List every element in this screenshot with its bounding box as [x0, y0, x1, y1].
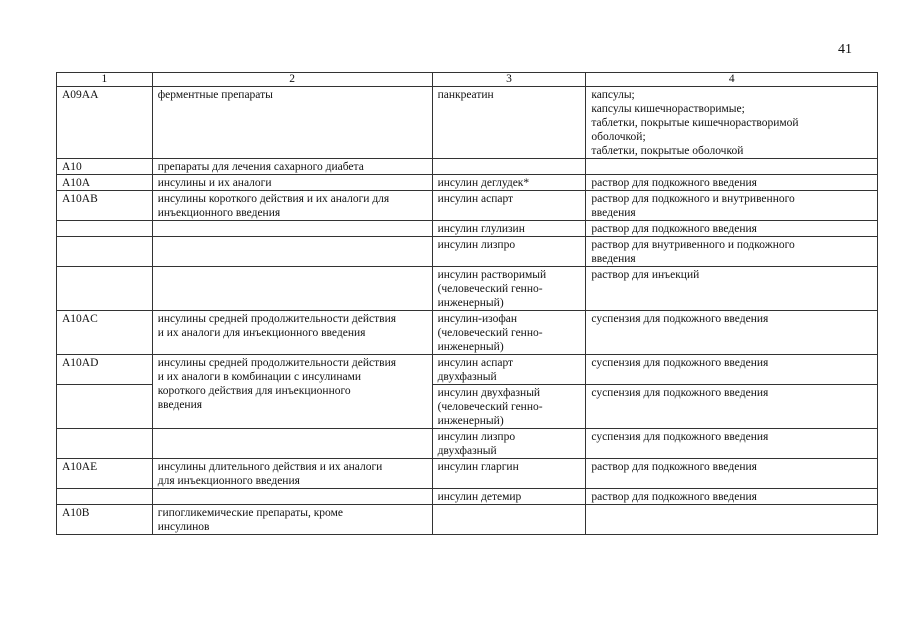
cell-line: суспензия для подкожного введения: [591, 387, 769, 399]
cell-line: инженерный): [437, 297, 504, 309]
cell-line: таблетки, покрытые кишечнорастворимой: [591, 117, 799, 129]
dosage-form-cell: [586, 221, 878, 237]
cell-line: гипогликемические препараты, кроме: [157, 507, 343, 519]
cell-line: инсулин лизпро: [437, 431, 516, 443]
group-name-cell: [152, 237, 432, 267]
cell-line: раствор для подкожного введения: [591, 177, 757, 189]
drug-name-cell: [432, 505, 586, 535]
table-body: [57, 87, 878, 535]
atc-code-cell: A10A: [57, 175, 153, 191]
dosage-form-cell: [586, 191, 878, 221]
cell-line: короткого действия для инъекционного: [157, 385, 351, 397]
group-name-cell: [152, 191, 432, 221]
cell-line: инсулин растворимый: [437, 269, 547, 281]
cell-line: инсулины и их аналоги: [157, 177, 272, 189]
atc-code-cell: [57, 221, 153, 237]
atc-code-cell: [57, 489, 153, 505]
dosage-form-cell: [586, 159, 878, 175]
cell-line: и их аналоги в комбинации с инсулинами: [157, 371, 362, 383]
dosage-form-cell: [586, 87, 878, 159]
cell-line: инженерный): [437, 341, 504, 353]
cell-line: раствор для инъекций: [591, 269, 700, 281]
cell-line: капсулы кишечнорастворимые;: [591, 103, 745, 115]
cell-line: раствор для подкожного введения: [591, 491, 757, 503]
cell-line: (человеческий генно-: [437, 283, 543, 295]
cell-line: инсулин деглудек*: [437, 177, 530, 189]
header-cell-4: 4: [586, 73, 878, 87]
cell-line: и их аналоги для инъекционного введения: [157, 327, 366, 339]
cell-line: инсулин двухфазный: [437, 387, 541, 399]
cell-line: капсулы;: [591, 89, 635, 101]
table-row: [57, 355, 878, 385]
cell-line: для инъекционного введения: [157, 475, 300, 487]
cell-line: инсулины короткого действия и их аналоги для: [157, 193, 390, 205]
atc-code-cell: A10AD: [57, 355, 153, 385]
dosage-form-cell: [586, 489, 878, 505]
cell-line: инсулин глулизин: [437, 223, 525, 235]
cell-line: инсулин гларгин: [437, 461, 519, 473]
dosage-form-cell: [586, 175, 878, 191]
cell-line: инсулин-изофан: [437, 313, 518, 325]
group-name-cell: [152, 267, 432, 311]
table-row: [57, 311, 878, 355]
atc-code-cell: A10: [57, 159, 153, 175]
cell-line: суспензия для подкожного введения: [591, 431, 769, 443]
cell-line: препараты для лечения сахарного диабета: [157, 161, 364, 173]
group-name-cell: [152, 159, 432, 175]
group-name-cell: [152, 355, 432, 429]
drug-table: [56, 72, 878, 535]
group-name-cell: [152, 505, 432, 535]
dosage-form-cell: [586, 355, 878, 385]
atc-code-cell: [57, 267, 153, 311]
atc-code-cell: [57, 385, 153, 429]
cell-line: инъекционного введения: [157, 207, 281, 219]
header-cell-2: 2: [152, 73, 432, 87]
atc-code-cell: A10AE: [57, 459, 153, 489]
table-row: [57, 159, 878, 175]
cell-line: двухфазный: [437, 371, 497, 383]
cell-line: введения: [591, 253, 636, 265]
cell-line: таблетки, покрытые оболочкой: [591, 145, 744, 157]
cell-line: инсулин аспарт: [437, 193, 514, 205]
drug-name-cell: [432, 159, 586, 175]
cell-line: инсулины средней продолжительности действия: [157, 313, 397, 325]
group-name-cell: [152, 489, 432, 505]
group-name-cell: [152, 429, 432, 459]
cell-line: раствор для подкожного и внутривенного: [591, 193, 795, 205]
cell-line: введения: [157, 399, 203, 411]
atc-code-cell: [57, 237, 153, 267]
cell-line: двухфазный: [437, 445, 497, 457]
table-row: [57, 87, 878, 159]
table-row: [57, 489, 878, 505]
dosage-form-cell: [586, 267, 878, 311]
cell-line: инсулины длительного действия и их аналоги: [157, 461, 383, 473]
drug-name-cell: [432, 175, 586, 191]
group-name-cell: [152, 175, 432, 191]
drug-name-cell: [432, 385, 586, 429]
drug-name-cell: [432, 459, 586, 489]
table-row: [57, 191, 878, 221]
table-row: [57, 175, 878, 191]
cell-line: раствор для внутривенного и подкожного: [591, 239, 795, 251]
table-row: [57, 505, 878, 535]
cell-line: суспензия для подкожного введения: [591, 313, 769, 325]
drug-name-cell: [432, 237, 586, 267]
cell-line: введения: [591, 207, 636, 219]
group-name-cell: [152, 221, 432, 237]
atc-code-cell: A10B: [57, 505, 153, 535]
dosage-form-cell: [586, 385, 878, 429]
drug-name-cell: [432, 355, 586, 385]
drug-name-cell: [432, 267, 586, 311]
cell-line: инсулин лизпро: [437, 239, 516, 251]
table-row: [57, 267, 878, 311]
cell-line: инсулин аспарт: [437, 357, 514, 369]
group-name-cell: [152, 311, 432, 355]
drug-name-cell: [432, 489, 586, 505]
table-row: [57, 237, 878, 267]
cell-line: инженерный): [437, 415, 504, 427]
dosage-form-cell: [586, 459, 878, 489]
drug-name-cell: [432, 191, 586, 221]
cell-line: (человеческий генно-: [437, 401, 543, 413]
page-number: 41: [838, 42, 852, 57]
drug-name-cell: [432, 429, 586, 459]
group-name-cell: [152, 87, 432, 159]
group-name-cell: [152, 459, 432, 489]
cell-line: инсулины средней продолжительности действия: [157, 357, 397, 369]
cell-line: (человеческий генно-: [437, 327, 543, 339]
dosage-form-cell: [586, 311, 878, 355]
table-row: [57, 429, 878, 459]
cell-line: раствор для подкожного введения: [591, 223, 757, 235]
dosage-form-cell: [586, 237, 878, 267]
drug-name-cell: [432, 311, 586, 355]
dosage-form-cell: [586, 429, 878, 459]
dosage-form-cell: [586, 505, 878, 535]
cell-line: панкреатин: [437, 89, 494, 101]
table-row: [57, 459, 878, 489]
cell-line: инсулин детемир: [437, 491, 522, 503]
cell-line: раствор для подкожного введения: [591, 461, 757, 473]
header-row: [57, 73, 878, 87]
atc-code-cell: A10AB: [57, 191, 153, 221]
drug-name-cell: [432, 87, 586, 159]
header-cell-3: 3: [432, 73, 586, 87]
drug-name-cell: [432, 221, 586, 237]
cell-line: ферментные препараты: [157, 89, 273, 101]
atc-code-cell: A09AA: [57, 87, 153, 159]
table-row: [57, 221, 878, 237]
header-cell-1: 1: [57, 73, 153, 87]
atc-code-cell: [57, 429, 153, 459]
atc-code-cell: A10AC: [57, 311, 153, 355]
cell-line: инсулинов: [157, 521, 210, 533]
cell-line: оболочкой;: [591, 131, 646, 143]
cell-line: суспензия для подкожного введения: [591, 357, 769, 369]
